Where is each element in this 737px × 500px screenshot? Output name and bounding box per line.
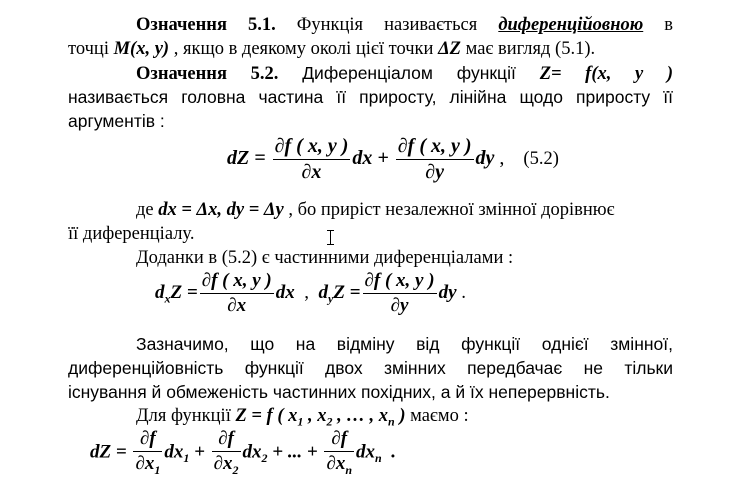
formula-term: ∂x: [213, 453, 233, 474]
subscript: 1: [154, 462, 161, 477]
paragraph-4: Доданки в (5.2) є частинними диференціалами :: [136, 248, 514, 268]
denominator: ∂y: [425, 161, 445, 183]
formula-term: dx +: [352, 147, 389, 170]
text: , якщо в деякому околі цієї точки: [169, 39, 439, 59]
text: Диференціалом функції: [278, 63, 540, 83]
paragraph-3-line-2: її диференціалу.: [68, 224, 195, 244]
fraction: [273, 135, 351, 184]
formula-term: Z = f ( x: [235, 406, 298, 426]
fraction: [212, 428, 241, 478]
fraction: [133, 428, 162, 478]
numerator: ∂f ( x, y ): [273, 135, 351, 160]
point-label: M(x, y): [113, 39, 170, 59]
numerator: ∂f ( x, y ): [200, 270, 274, 294]
fraction: [324, 428, 354, 478]
definition-5-2-line-3: аргументів :: [68, 111, 165, 131]
paragraph-5-line-1: Зазначимо, що на відміну від функції однієї змінної,: [136, 334, 673, 354]
formula-term: dx: [275, 281, 295, 303]
paragraph-5-line-3: існування й обмеженість частинних похідних, а й їх неперервність.: [68, 382, 610, 402]
formula-term: d: [318, 281, 328, 303]
formula-lhs: dZ =: [227, 147, 266, 170]
subscript: n: [375, 451, 382, 466]
function-label: Z= f(x, y ): [539, 64, 673, 84]
operator: + ... +: [267, 441, 318, 463]
numerator: ∂f ( x, y ): [363, 270, 437, 294]
denominator: [133, 452, 162, 478]
term-differentiable: диференційовною: [498, 15, 644, 35]
denominator: [212, 452, 241, 478]
formula-term: dx: [164, 441, 184, 463]
period: .: [381, 441, 396, 463]
equation-number: (5.2): [523, 149, 559, 170]
fraction: [363, 270, 437, 317]
formula-term: Z =: [333, 281, 361, 303]
subscript: x: [164, 291, 171, 306]
formula-lhs: dZ =: [90, 441, 127, 463]
text: , бо приріст незалежної змінної дорівнює: [283, 200, 615, 220]
function-of-n-variables: [235, 406, 406, 429]
numerator: ∂f: [212, 428, 241, 452]
text: маємо :: [405, 406, 469, 426]
definition-5-2-title: Означення 5.2.: [136, 64, 279, 84]
increment-symbol: ΔZ: [438, 39, 461, 59]
text: точці: [68, 39, 114, 59]
formula-term: ∂x: [326, 453, 346, 474]
formula-term: ): [394, 406, 406, 426]
period: .: [456, 281, 467, 303]
formula-term: dx: [356, 441, 376, 463]
separator: ,: [294, 281, 319, 303]
subscript: 2: [232, 462, 239, 477]
subscript: 2: [326, 414, 333, 429]
formula-term: ∂x: [135, 453, 155, 474]
definition-5-2-line-1: [136, 62, 673, 85]
text: Для функції: [136, 406, 236, 426]
subscript: n: [388, 414, 395, 429]
definition-5-1-line-1: [136, 14, 673, 36]
subscript: 1: [297, 414, 304, 429]
numerator: ∂f: [133, 428, 162, 452]
paragraph-3-line-1: [136, 199, 673, 221]
denominator: ∂x: [301, 161, 322, 183]
denominator: ∂x: [227, 295, 247, 316]
denominator: ∂y: [390, 295, 409, 316]
numerator: ∂f: [324, 428, 354, 452]
subscript: 2: [261, 451, 268, 466]
formula-term: dy: [438, 281, 457, 303]
text: Функція називається: [275, 15, 499, 35]
partial-differentials-formula: [155, 270, 466, 317]
text: в: [643, 15, 673, 35]
definition-5-2-line-2: називається головна частина її приросту, лінійна щодо приросту її: [68, 87, 673, 107]
subscript: n: [345, 462, 353, 477]
formula-term: d: [155, 281, 165, 303]
denominator: [324, 452, 354, 478]
fraction: [396, 135, 474, 184]
numerator: ∂f ( x, y ): [396, 135, 474, 160]
comma: ,: [494, 147, 505, 170]
formula-term: dy: [475, 147, 495, 170]
text: має вигляд (5.1).: [460, 39, 596, 59]
text: де: [136, 200, 159, 220]
formula-5-2: [227, 135, 559, 184]
total-differential-formula: [90, 428, 396, 478]
subscript: 1: [183, 451, 190, 466]
differential-equality: dx = Δx, dy = Δy: [158, 200, 284, 220]
formula-term: dx: [242, 441, 262, 463]
definition-5-1-title: Означення 5.1.: [136, 15, 276, 35]
formula-term: , x: [303, 406, 327, 426]
fraction: [200, 270, 274, 317]
formula-term: , … , x: [332, 406, 389, 426]
text-cursor-icon: [326, 230, 335, 245]
operator: +: [189, 441, 205, 463]
subscript: y: [328, 291, 334, 306]
definition-5-1-line-2: [68, 38, 673, 60]
paragraph-5-line-2: диференційовність функції двох змінних передбачає не тільки: [68, 358, 673, 378]
formula-term: Z =: [170, 281, 198, 303]
